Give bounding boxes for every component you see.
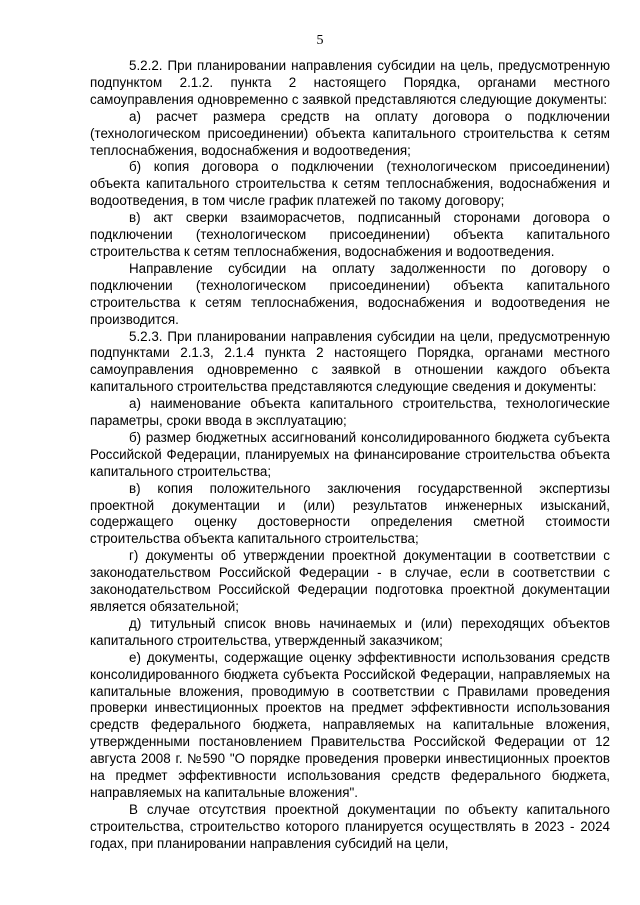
list-item-v: в) акт сверки взаиморасчетов, подписанный сторонами договора о подключении (технологическом присоединении) объекта капитального строительства к сетям теплоснабжения, водоснабжения и водоотведения. <box>90 210 610 259</box>
list-item-g: г) документы об утверждении проектной документации в соответствии с законодательством Российской Федерации - в случае, если в соответствии с законодательством Российской Федерации подготовка проектной документации является обязательной; <box>90 548 610 614</box>
paragraph-no-project-docs: В случае отсутствия проектной документации по объекту капитального строительства, строительство которого планируется осуществлять в 2023 - 2024 годах, при планировании направления субсидий на цели, <box>90 801 610 851</box>
paragraph-debt-note: Направление субсидии на оплату задолженности по договору о подключении (технологическом присоединении) объекта капитального строительства к сетям теплоснабжения, водоснабжения и водоотведения не производится. <box>90 260 610 327</box>
document-body <box>90 58 610 853</box>
list-item-v: в) копия положительного заключения государственной экспертизы проектной документации и (или) результатов инженерных изысканий, содержащего оценку достоверности определения сметной стоимости строительства объекта капитального строительства; <box>90 480 610 547</box>
list-item-d: д) титульный список вновь начинаемых и (или) переходящих объектов капитального строительства, утвержденный заказчиком; <box>90 615 610 648</box>
list-item-e: е) документы, содержащие оценку эффективности использования средств консолидированного бюджета субъекта Российской Федерации, направляемых на капитальные вложения, проводимую в соответствии с Правилами проведения проверки инвестиционных проектов на предмет эффективности использования средств федерального бюджета, направляемых на капитальные вложения, утвержденными постановлением Правительства Российской Федерации от 12 августа 2008 г. №590 "О порядке проведения проверки инвестиционных проектов на предмет эффективности использования средств федерального бюджета, направляемых на капитальные вложения". <box>90 649 610 800</box>
list-item-a: а) наименование объекта капитального строительства, технологические параметры, сроки ввода в эксплуатацию; <box>90 396 610 429</box>
list-item-b: б) размер бюджетных ассигнований консолидированного бюджета субъекта Российской Федерации, планируемых на финансирование строительства объекта капитального строительства; <box>90 429 610 479</box>
list-item-a: а) расчет размера средств на оплату договора о подключении (технологическом присоединении) объекта капитального строительства к сетям теплоснабжения, водоснабжения и водоотведения; <box>90 108 610 158</box>
paragraph-5-2-3: 5.2.3. При планировании направления субсидии на цели, предусмотренную подпунктами 2.1.3, 2.1.4 пункта 2 настоящего Порядка, органами местного самоуправления одновременно с заявкой в отношении каждого объекта капитального строительства представляются следующие сведения и документы: <box>90 328 610 395</box>
paragraph-5-2-2: 5.2.2. При планировании направления субсидии на цель, предусмотренную подпунктом 2.1.2. пункта 2 настоящего Порядка, органами местного самоуправления одновременно с заявкой представляются следующие документы: <box>90 58 610 107</box>
list-item-b: б) копия договора о подключении (технологическом присоединении) объекта капитального строительства к сетям теплоснабжения, водоснабжения и водоотведения, в том числе график платежей по такому договору; <box>90 159 610 209</box>
page-number: 5 <box>316 33 324 48</box>
